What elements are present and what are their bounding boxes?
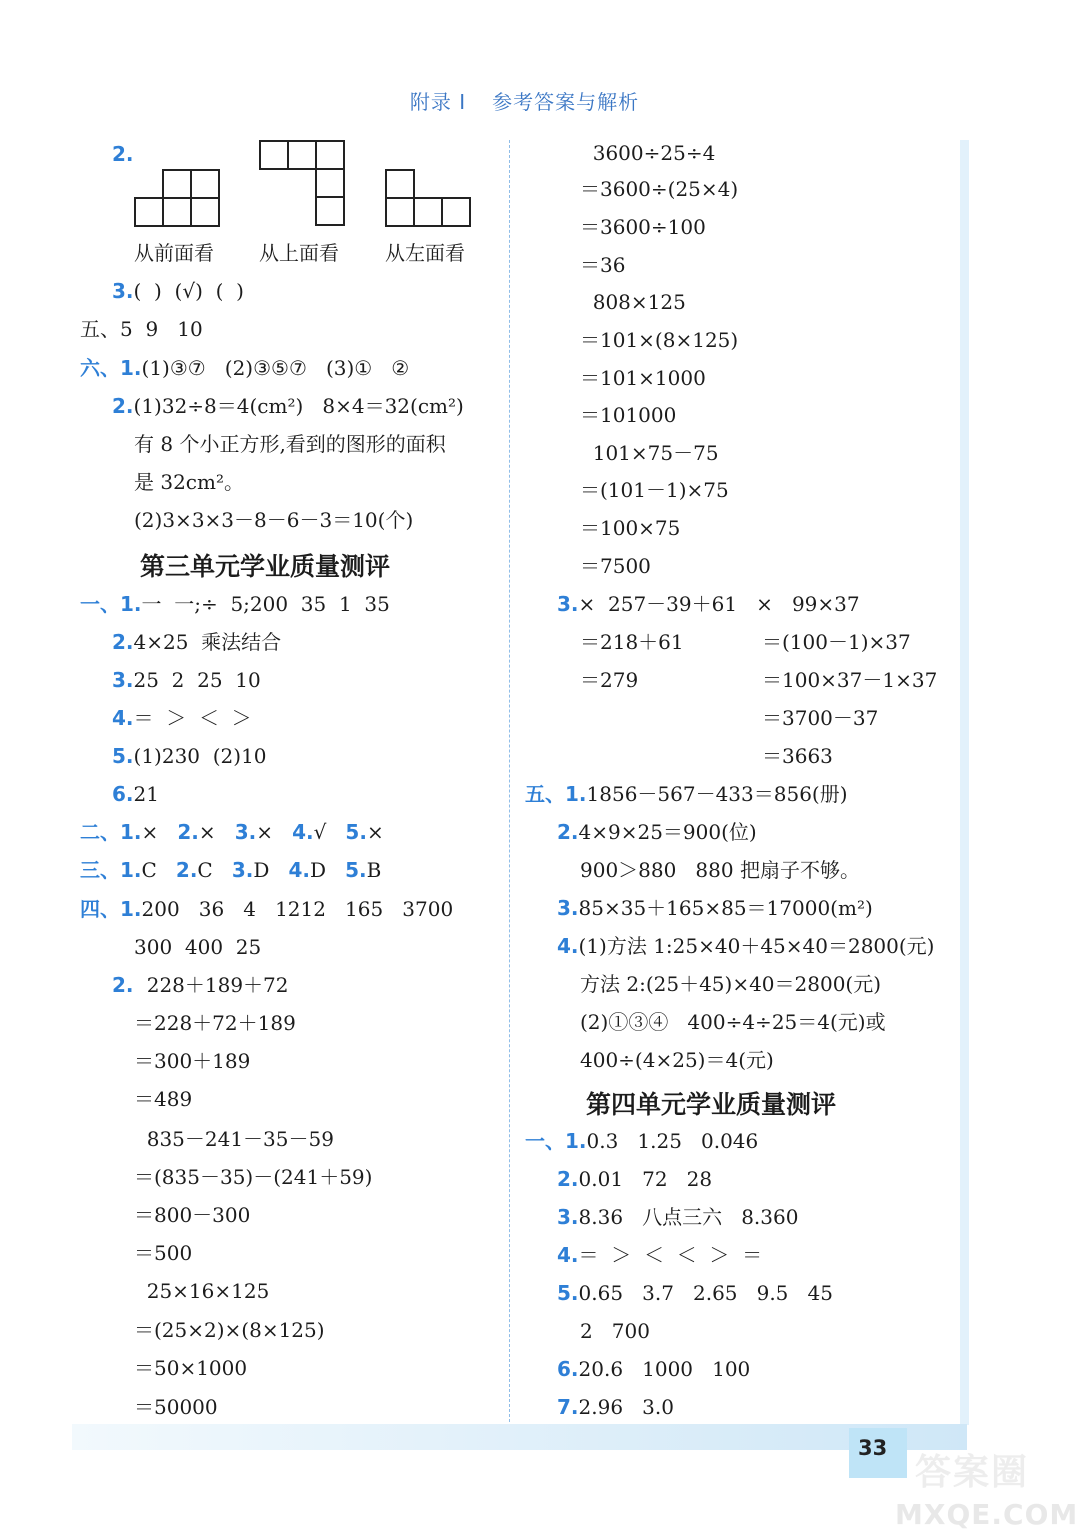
- calc-line: ＝3600÷100: [580, 215, 706, 239]
- calc-line: ＝279: [580, 668, 639, 692]
- answer-line-choice: 三、1.C 2.C 3.D 4.D 5.B: [80, 858, 382, 882]
- answer-line: 3.( ) (√) ( ): [112, 279, 244, 303]
- calc-line: ＝3663: [762, 744, 833, 768]
- calc-line: 25×16×125: [134, 1279, 270, 1303]
- watermark-logo: 答案圈: [915, 1452, 1030, 1493]
- calc-line: ＝(25×2)×(8×125): [134, 1318, 325, 1342]
- calc-line: 228＋189＋72: [134, 973, 289, 997]
- calc-line: ＝300＋189: [134, 1049, 251, 1073]
- answer-line: 7.2.96 3.0: [557, 1395, 674, 1419]
- answer-line: 2.0.01 72 28: [557, 1167, 713, 1191]
- header-title: 参考答案与解析: [492, 90, 640, 114]
- calc-line: ＝228＋72＋189: [134, 1011, 296, 1035]
- caption-left: 从左面看: [385, 241, 465, 265]
- answer-line: 四、1.200 36 4 1212 165 3700: [80, 897, 454, 921]
- answer-line: 一、1.0.3 1.25 0.046: [525, 1129, 759, 1153]
- page-header: [0, 86, 1049, 115]
- calc-line: ＝7500: [580, 554, 651, 578]
- answer-line: 是 32cm²。: [134, 470, 244, 494]
- answer-line: 3.× 257－39＋61 × 99×37: [557, 592, 860, 616]
- calc-line: ＝489: [134, 1087, 193, 1111]
- answer-line: 3.8.36 八点三六 8.360: [557, 1205, 799, 1229]
- column-divider: [509, 140, 510, 1422]
- answer-line: 3.25 2 25 10: [112, 668, 261, 692]
- calc-line: ＝101×(8×125): [580, 328, 739, 352]
- footer-strip: [72, 1424, 967, 1450]
- answer-line: 2.4×9×25＝900(位): [557, 820, 757, 844]
- calc-line: ＝100×75: [580, 516, 681, 540]
- answer-line: 六、1.(1)③⑦ (2)③⑤⑦ (3)① ②: [80, 356, 410, 380]
- answer-line: 2 700: [580, 1319, 650, 1343]
- calc-line: 101×75－75: [580, 441, 719, 465]
- calc-line: ＝218＋61: [580, 630, 684, 654]
- answer-line: 一、1.一 一;÷ 5;200 35 1 35: [80, 592, 390, 616]
- top-view-figure: [259, 140, 347, 228]
- answer-line: 900＞880 880 把扇子不够。: [580, 858, 860, 882]
- answer-line: 4.＝ ＞ ＜ ＞: [112, 706, 252, 730]
- answer-line: 5.0.65 3.7 2.65 9.5 45: [557, 1281, 833, 1305]
- answer-line: 2.: [112, 973, 134, 997]
- watermark-url: MXQE.COM: [895, 1498, 1078, 1531]
- answer-line: (2)①③④ 400÷4÷25＝4(元)或: [580, 1010, 886, 1034]
- answer-line: 2.(1)32÷8＝4(cm²) 8×4＝32(cm²): [112, 394, 464, 418]
- page-number: 33: [858, 1436, 888, 1460]
- calc-line: ＝(100－1)×37: [762, 630, 911, 654]
- calc-line: ＝3700－37: [762, 706, 879, 730]
- answer-line: 400÷(4×25)＝4(元): [580, 1048, 774, 1072]
- answer-line: 300 400 25: [134, 935, 262, 959]
- answer-line-judgement: 二、1.× 2.× 3.× 4.√ 5.×: [80, 820, 384, 844]
- calc-line: 3600÷25÷4: [580, 141, 716, 165]
- answer-line: 方法 2:(25＋45)×40＝2800(元): [580, 972, 882, 996]
- section-title-unit3: 第三单元学业质量测评: [140, 552, 391, 581]
- calc-line: ＝(101－1)×75: [580, 478, 729, 502]
- answer-line: 有 8 个小正方形,看到的图形的面积: [134, 432, 446, 456]
- answer-line: 6.20.6 1000 100: [557, 1357, 751, 1381]
- calc-line: ＝500: [134, 1241, 193, 1265]
- answer-line: 4.＝ ＞ ＜ ＜ ＞ ＝: [557, 1243, 763, 1267]
- left-view-figure: [385, 169, 473, 227]
- answer-line: 五、1.1856－567－433＝856(册): [525, 782, 848, 806]
- calc-line: ＝(835－35)－(241＋59): [134, 1165, 373, 1189]
- caption-top: 从上面看: [259, 241, 339, 265]
- section-title-unit4: 第四单元学业质量测评: [586, 1090, 837, 1119]
- calc-line: ＝800－300: [134, 1203, 251, 1227]
- answer-line: (2)3×3×3－8－6－3＝10(个): [134, 508, 414, 532]
- answer-line: 3.85×35＋165×85＝17000(m²): [557, 896, 873, 920]
- calc-line: 808×125: [580, 290, 686, 314]
- answer-line: 五、5 9 10: [80, 317, 203, 341]
- calc-line: ＝50000: [134, 1395, 218, 1419]
- calc-line: ＝3600÷(25×4): [580, 177, 739, 201]
- calc-line: ＝36: [580, 253, 626, 277]
- answer-line: 6.21: [112, 782, 159, 806]
- calc-line: ＝101000: [580, 403, 677, 427]
- calc-line: ＝101×1000: [580, 366, 706, 390]
- header-appendix: 附录 I: [409, 90, 467, 114]
- calc-line: 835－241－35－59: [134, 1127, 334, 1151]
- fig-question-number: 2.: [112, 142, 134, 166]
- calc-line: ＝100×37－1×37: [762, 668, 938, 692]
- answer-line: 5.(1)230 (2)10: [112, 744, 267, 768]
- answer-line: 4.(1)方法 1:25×40＋45×40＝2800(元): [557, 934, 935, 958]
- calc-line: ＝50×1000: [134, 1356, 248, 1380]
- edge-tint: [960, 140, 969, 1425]
- answer-line: 2.4×25 乘法结合: [112, 630, 282, 654]
- caption-front: 从前面看: [134, 241, 214, 265]
- front-view-figure: [134, 169, 222, 227]
